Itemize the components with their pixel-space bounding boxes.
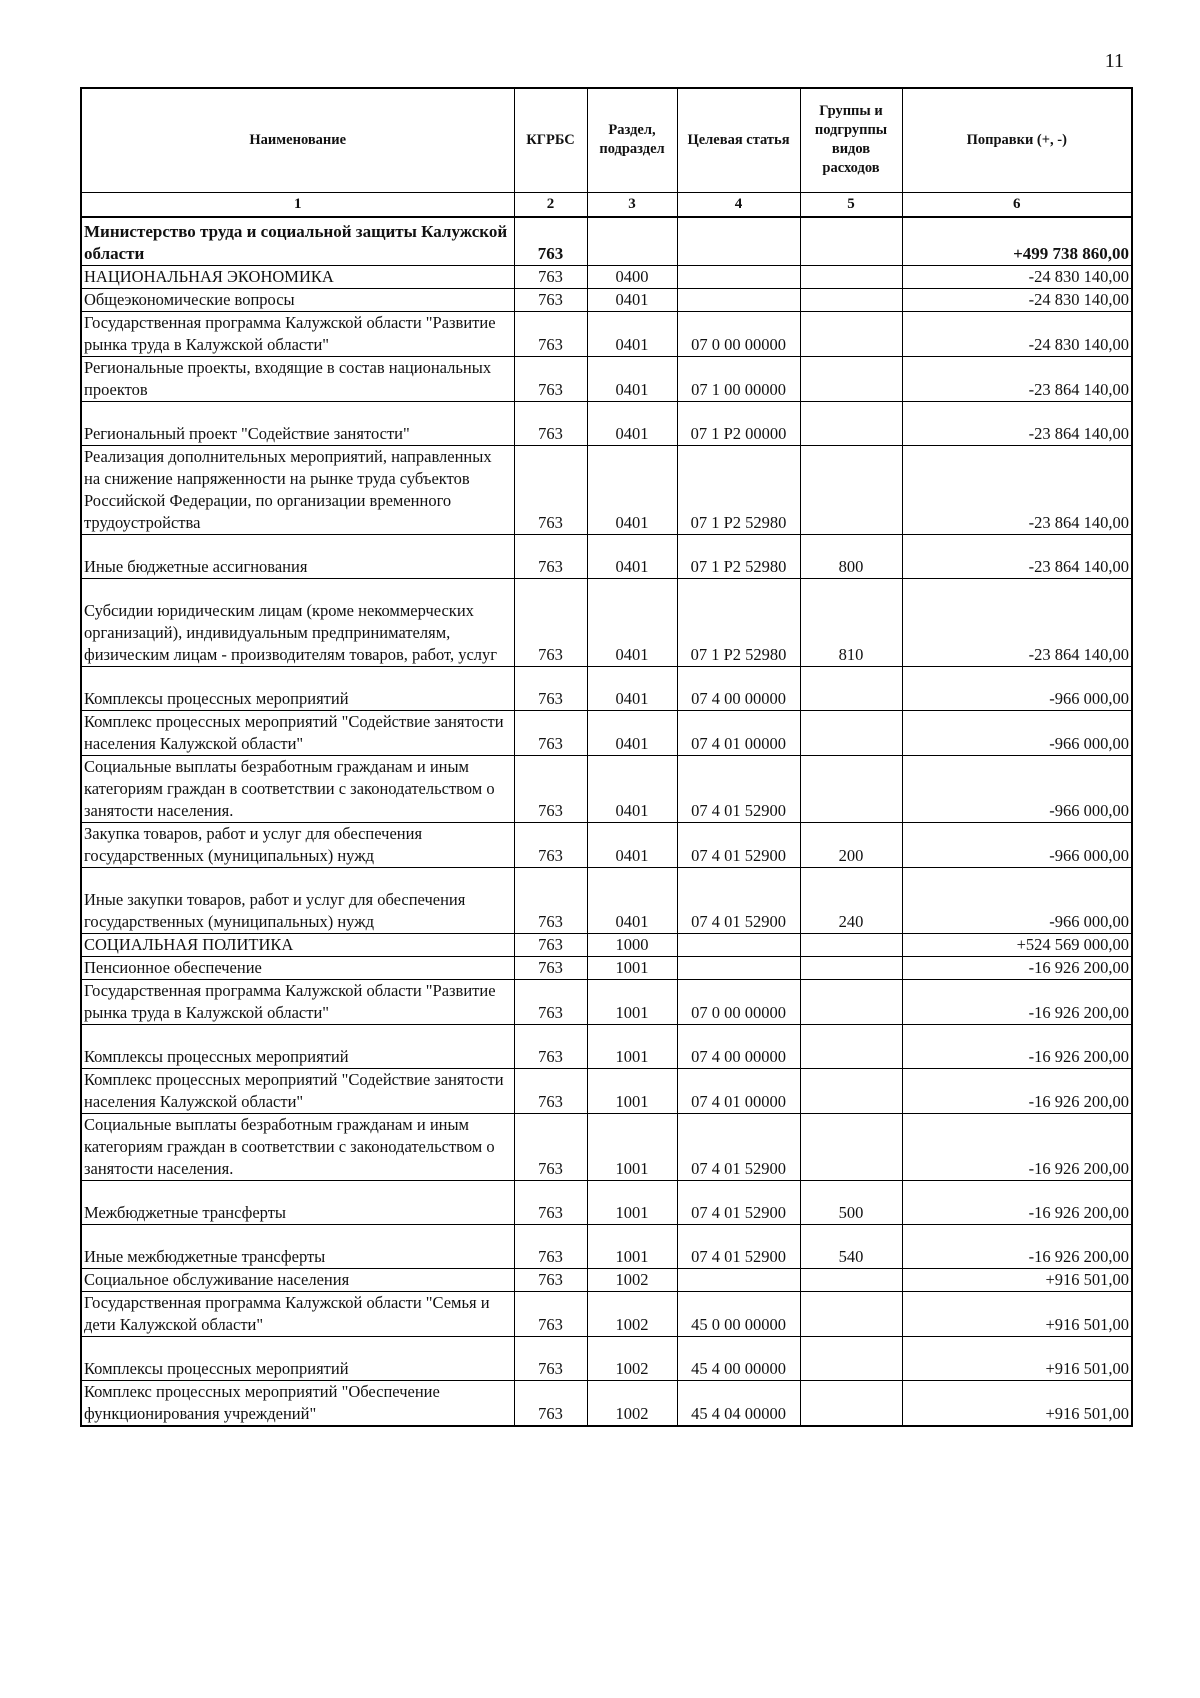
row-article (677, 265, 800, 288)
row-kgrbs: 763 (514, 534, 587, 578)
row-amount: -23 864 140,00 (902, 356, 1132, 401)
row-kgrbs: 763 (514, 1113, 587, 1180)
table-row (81, 1291, 1132, 1336)
row-section (587, 217, 677, 265)
row-kgrbs: 763 (514, 1380, 587, 1426)
header-name: Наименование (81, 88, 514, 192)
row-amount: -23 864 140,00 (902, 445, 1132, 534)
row-group: 500 (800, 1180, 902, 1224)
table-row (81, 288, 1132, 311)
row-section: 0401 (587, 401, 677, 445)
row-kgrbs: 763 (514, 356, 587, 401)
row-amount: -16 926 200,00 (902, 1068, 1132, 1113)
row-article: 07 1 Р2 00000 (677, 401, 800, 445)
row-section: 0401 (587, 822, 677, 867)
table-row (81, 1113, 1132, 1180)
row-group (800, 445, 902, 534)
row-kgrbs: 763 (514, 1291, 587, 1336)
table-row (81, 710, 1132, 755)
header-article: Целевая статья (677, 88, 800, 192)
row-amount: -16 926 200,00 (902, 1113, 1132, 1180)
table-row (81, 1268, 1132, 1291)
row-amount: +916 501,00 (902, 1336, 1132, 1380)
column-number: 5 (800, 192, 902, 217)
row-name: Комплексы процессных мероприятий (81, 1024, 514, 1068)
table-row (81, 822, 1132, 867)
row-group (800, 1291, 902, 1336)
row-kgrbs: 763 (514, 445, 587, 534)
row-section: 0401 (587, 356, 677, 401)
row-article: 07 4 01 00000 (677, 710, 800, 755)
row-amount: -24 830 140,00 (902, 288, 1132, 311)
row-name: Социальные выплаты безработным гражданам и иным категориям граждан в соответствии с законодательством о занятости населения. (81, 1113, 514, 1180)
row-article: 45 4 04 00000 (677, 1380, 800, 1426)
row-section: 0401 (587, 867, 677, 933)
row-kgrbs: 763 (514, 401, 587, 445)
row-name: Иные бюджетные ассигнования (81, 534, 514, 578)
row-name: Государственная программа Калужской области "Развитие рынка труда в Калужской области" (81, 979, 514, 1024)
row-kgrbs: 763 (514, 1224, 587, 1268)
row-kgrbs: 763 (514, 1024, 587, 1068)
table-row (81, 867, 1132, 933)
row-group (800, 217, 902, 265)
row-group (800, 1336, 902, 1380)
header-kgrbs: КГРБС (514, 88, 587, 192)
row-kgrbs: 763 (514, 979, 587, 1024)
row-group (800, 979, 902, 1024)
row-amount: -16 926 200,00 (902, 979, 1132, 1024)
row-group (800, 1024, 902, 1068)
row-section: 0401 (587, 311, 677, 356)
row-amount: -966 000,00 (902, 822, 1132, 867)
row-kgrbs: 763 (514, 867, 587, 933)
row-amount: +916 501,00 (902, 1291, 1132, 1336)
row-article: 07 0 00 00000 (677, 979, 800, 1024)
row-group (800, 933, 902, 956)
row-amount: -24 830 140,00 (902, 265, 1132, 288)
table-row (81, 445, 1132, 534)
row-name: НАЦИОНАЛЬНАЯ ЭКОНОМИКА (81, 265, 514, 288)
row-kgrbs: 763 (514, 710, 587, 755)
table-row (81, 755, 1132, 822)
row-name: Реализация дополнительных мероприятий, направленных на снижение напряженности на рынке труда субъектов Российской Федерации, по организации временного трудоустройства (81, 445, 514, 534)
row-article: 07 4 00 00000 (677, 1024, 800, 1068)
row-section: 1001 (587, 979, 677, 1024)
row-amount: -16 926 200,00 (902, 1224, 1132, 1268)
row-name: Региональные проекты, входящие в состав национальных проектов (81, 356, 514, 401)
row-section: 0401 (587, 755, 677, 822)
row-group: 540 (800, 1224, 902, 1268)
row-article: 07 4 00 00000 (677, 666, 800, 710)
row-kgrbs: 763 (514, 217, 587, 265)
column-number: 4 (677, 192, 800, 217)
table-row (81, 1024, 1132, 1068)
row-amount: -966 000,00 (902, 755, 1132, 822)
row-kgrbs: 763 (514, 265, 587, 288)
table-row (81, 356, 1132, 401)
row-group: 810 (800, 578, 902, 666)
row-amount: -23 864 140,00 (902, 401, 1132, 445)
table-body (81, 217, 1132, 1426)
row-name: Министерство труда и социальной защиты Калужской области (81, 217, 514, 265)
row-group (800, 401, 902, 445)
row-kgrbs: 763 (514, 666, 587, 710)
row-section: 1002 (587, 1380, 677, 1426)
row-section: 0401 (587, 445, 677, 534)
row-section: 1001 (587, 1224, 677, 1268)
row-article: 07 4 01 00000 (677, 1068, 800, 1113)
row-name: Общеэкономические вопросы (81, 288, 514, 311)
row-kgrbs: 763 (514, 1336, 587, 1380)
row-group (800, 265, 902, 288)
row-group (800, 311, 902, 356)
row-amount: -16 926 200,00 (902, 1024, 1132, 1068)
row-section: 1000 (587, 933, 677, 956)
row-amount: +916 501,00 (902, 1380, 1132, 1426)
column-number: 2 (514, 192, 587, 217)
table-row (81, 1336, 1132, 1380)
header-row (81, 88, 1132, 192)
row-group (800, 666, 902, 710)
row-section: 0400 (587, 265, 677, 288)
row-group (800, 1113, 902, 1180)
row-name: Комплексы процессных мероприятий (81, 666, 514, 710)
row-kgrbs: 763 (514, 956, 587, 979)
row-group (800, 1268, 902, 1291)
row-article (677, 217, 800, 265)
row-group: 240 (800, 867, 902, 933)
row-section: 0401 (587, 710, 677, 755)
row-section: 0401 (587, 666, 677, 710)
row-section: 0401 (587, 534, 677, 578)
row-article: 07 1 Р2 52980 (677, 534, 800, 578)
row-article: 45 4 00 00000 (677, 1336, 800, 1380)
header-section: Раздел, подраздел (587, 88, 677, 192)
row-article: 07 4 01 52900 (677, 867, 800, 933)
row-article (677, 933, 800, 956)
row-amount: +916 501,00 (902, 1268, 1132, 1291)
row-article (677, 288, 800, 311)
row-group (800, 956, 902, 979)
row-section: 1002 (587, 1291, 677, 1336)
header-amendments: Поправки (+, -) (902, 88, 1132, 192)
row-article: 07 4 01 52900 (677, 1113, 800, 1180)
row-amount: -16 926 200,00 (902, 1180, 1132, 1224)
budget-table (80, 87, 1133, 1427)
row-name: Социальное обслуживание населения (81, 1268, 514, 1291)
row-name: Пенсионное обеспечение (81, 956, 514, 979)
row-kgrbs: 763 (514, 1068, 587, 1113)
table-row (81, 979, 1132, 1024)
row-kgrbs: 763 (514, 1180, 587, 1224)
row-name: Региональный проект "Содействие занятости" (81, 401, 514, 445)
row-name: СОЦИАЛЬНАЯ ПОЛИТИКА (81, 933, 514, 956)
row-name: Иные закупки товаров, работ и услуг для обеспечения государственных (муниципальных) нужд (81, 867, 514, 933)
row-kgrbs: 763 (514, 822, 587, 867)
row-kgrbs: 763 (514, 311, 587, 356)
row-article (677, 956, 800, 979)
row-amount: -966 000,00 (902, 666, 1132, 710)
table-row (81, 401, 1132, 445)
row-name: Комплекс процессных мероприятий "Содействие занятости населения Калужской области" (81, 1068, 514, 1113)
row-amount: +499 738 860,00 (902, 217, 1132, 265)
row-name: Социальные выплаты безработным гражданам и иным категориям граждан в соответствии с законодательством о занятости населения. (81, 755, 514, 822)
row-article: 07 1 Р2 52980 (677, 445, 800, 534)
row-group (800, 1380, 902, 1426)
table-row (81, 265, 1132, 288)
row-group (800, 1068, 902, 1113)
table-row (81, 666, 1132, 710)
table-row (81, 933, 1132, 956)
row-section: 1001 (587, 1113, 677, 1180)
row-article: 45 0 00 00000 (677, 1291, 800, 1336)
table-row (81, 217, 1132, 265)
row-section: 1001 (587, 1024, 677, 1068)
row-amount: -16 926 200,00 (902, 956, 1132, 979)
row-name: Закупка товаров, работ и услуг для обеспечения государственных (муниципальных) нужд (81, 822, 514, 867)
table-row (81, 1380, 1132, 1426)
row-amount: +524 569 000,00 (902, 933, 1132, 956)
row-group (800, 710, 902, 755)
table-row (81, 578, 1132, 666)
column-number-row (81, 192, 1132, 217)
row-kgrbs: 763 (514, 578, 587, 666)
row-amount: -966 000,00 (902, 710, 1132, 755)
row-section: 1001 (587, 1180, 677, 1224)
row-name: Иные межбюджетные трансферты (81, 1224, 514, 1268)
row-article: 07 4 01 52900 (677, 755, 800, 822)
column-number: 1 (81, 192, 514, 217)
row-kgrbs: 763 (514, 1268, 587, 1291)
row-amount: -24 830 140,00 (902, 311, 1132, 356)
row-article: 07 0 00 00000 (677, 311, 800, 356)
row-name: Межбюджетные трансферты (81, 1180, 514, 1224)
row-amount: -23 864 140,00 (902, 578, 1132, 666)
row-article: 07 1 00 00000 (677, 356, 800, 401)
row-kgrbs: 763 (514, 288, 587, 311)
page-number: 11 (1104, 50, 1124, 72)
table-row (81, 1224, 1132, 1268)
row-kgrbs: 763 (514, 755, 587, 822)
row-section: 0401 (587, 578, 677, 666)
row-name: Комплексы процессных мероприятий (81, 1336, 514, 1380)
table-row (81, 534, 1132, 578)
row-group: 200 (800, 822, 902, 867)
row-article: 07 4 01 52900 (677, 1224, 800, 1268)
row-article (677, 1268, 800, 1291)
row-name: Государственная программа Калужской области "Семья и дети Калужской области" (81, 1291, 514, 1336)
row-amount: -966 000,00 (902, 867, 1132, 933)
row-section: 0401 (587, 288, 677, 311)
row-amount: -23 864 140,00 (902, 534, 1132, 578)
row-group (800, 288, 902, 311)
row-name: Комплекс процессных мероприятий "Содействие занятости населения Калужской области" (81, 710, 514, 755)
table-row (81, 311, 1132, 356)
header-groups: Группы и подгруппы видов расходов (800, 88, 902, 192)
row-section: 1001 (587, 956, 677, 979)
row-name: Комплекс процессных мероприятий "Обеспечение функционирования учреждений" (81, 1380, 514, 1426)
row-article: 07 4 01 52900 (677, 1180, 800, 1224)
table-row (81, 956, 1132, 979)
column-number: 6 (902, 192, 1132, 217)
row-kgrbs: 763 (514, 933, 587, 956)
row-group: 800 (800, 534, 902, 578)
row-name: Государственная программа Калужской области "Развитие рынка труда в Калужской области" (81, 311, 514, 356)
row-name: Субсидии юридическим лицам (кроме некоммерческих организаций), индивидуальным предпринимателям, физическим лицам - производителям товаров, работ, услуг (81, 578, 514, 666)
row-article: 07 4 01 52900 (677, 822, 800, 867)
row-section: 1002 (587, 1336, 677, 1380)
row-article: 07 1 Р2 52980 (677, 578, 800, 666)
column-number: 3 (587, 192, 677, 217)
table-row (81, 1180, 1132, 1224)
table-row (81, 1068, 1132, 1113)
row-group (800, 356, 902, 401)
row-section: 1001 (587, 1068, 677, 1113)
row-group (800, 755, 902, 822)
row-section: 1002 (587, 1268, 677, 1291)
